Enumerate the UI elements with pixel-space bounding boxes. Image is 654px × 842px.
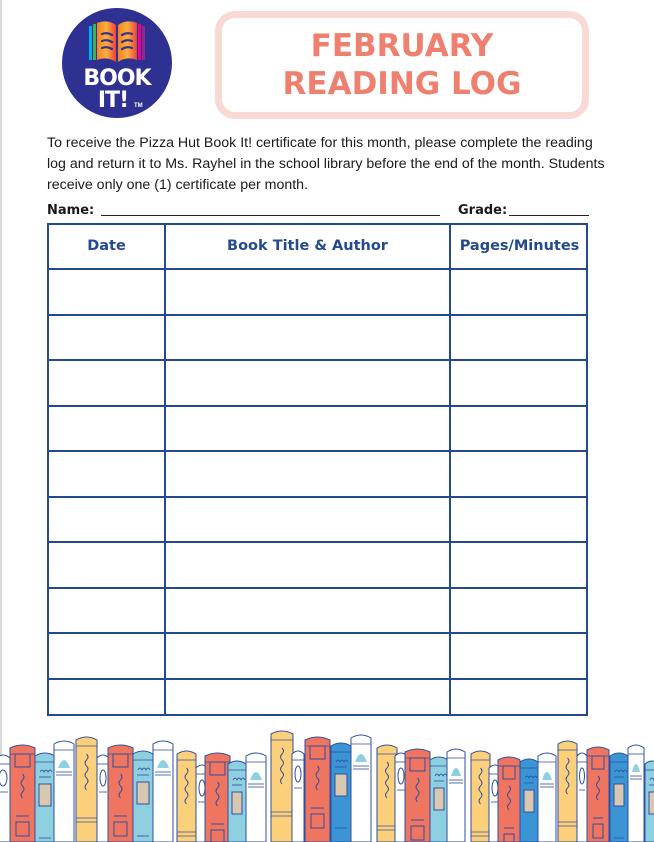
date-cell[interactable]	[49, 498, 164, 541]
pages-minutes-cell[interactable]	[451, 407, 588, 450]
pages-minutes-cell[interactable]	[451, 634, 588, 678]
date-cell[interactable]	[49, 634, 164, 678]
book-spine	[538, 753, 556, 842]
date-cell[interactable]	[49, 316, 164, 359]
trademark-mark: TM	[134, 103, 143, 109]
column-header-pages-minutes: Pages/Minutes	[459, 238, 580, 254]
book-spine	[577, 753, 587, 842]
instructions-text: To receive the Pizza Hut Book It! certificate for this month, please complete the reading log and return it to Ms. Rayhel in the school library before the end of the month. Students receive only one (1) certificate per month.	[47, 135, 605, 193]
page-title-line2: READING LOG	[282, 66, 522, 102]
book-title-cell[interactable]	[166, 361, 449, 405]
table-row	[49, 543, 586, 589]
table-row	[49, 452, 586, 498]
date-cell[interactable]	[49, 407, 164, 450]
date-cell[interactable]	[49, 361, 164, 405]
pages-minutes-cell[interactable]	[451, 543, 588, 587]
book-spine	[97, 755, 109, 842]
table-row	[49, 634, 586, 680]
book-spine	[10, 745, 35, 842]
pages-minutes-cell[interactable]	[451, 316, 588, 359]
book-it-logo	[62, 8, 172, 118]
date-cell[interactable]	[49, 452, 164, 496]
grade-label: Grade:	[458, 203, 508, 218]
book-spine	[0, 755, 10, 842]
column-header-book-title-author: Book Title & Author	[227, 238, 388, 254]
grade-field[interactable]	[509, 215, 589, 216]
bookshelf-illustration	[0, 722, 654, 842]
book-spine	[447, 749, 465, 842]
table-header	[49, 225, 586, 270]
book-spine	[271, 731, 293, 842]
page-edge	[0, 0, 2, 842]
book-spine	[430, 757, 448, 842]
book-title-cell[interactable]	[166, 270, 449, 314]
pages-minutes-cell[interactable]	[451, 361, 588, 405]
book-spine	[108, 745, 133, 842]
book-spine	[292, 751, 304, 842]
book-spine	[331, 743, 351, 842]
pages-minutes-cell[interactable]	[451, 498, 588, 541]
book-title-cell[interactable]	[166, 316, 449, 359]
book-spine	[610, 753, 628, 842]
table-row	[49, 270, 586, 316]
date-cell[interactable]	[49, 589, 164, 632]
pages-minutes-cell[interactable]	[451, 680, 588, 714]
pages-minutes-cell[interactable]	[451, 452, 588, 496]
book-title-cell[interactable]	[166, 498, 449, 541]
logo-word-it: IT!	[97, 88, 129, 113]
book-title-cell[interactable]	[166, 543, 449, 587]
book-spine	[645, 761, 654, 842]
book-spine	[628, 745, 644, 842]
book-title-cell[interactable]	[166, 680, 449, 714]
book-spine	[587, 747, 609, 842]
book-spine	[35, 753, 55, 842]
book-title-cell[interactable]	[166, 452, 449, 496]
book-spine	[305, 737, 330, 842]
book-title-cell[interactable]	[166, 634, 449, 678]
book-title-cell[interactable]	[166, 407, 449, 450]
book-spine	[377, 745, 397, 842]
book-spine	[351, 735, 371, 842]
book-spine	[205, 753, 230, 842]
pages-minutes-cell[interactable]	[451, 270, 588, 314]
table-row	[49, 498, 586, 543]
book-spine	[228, 761, 246, 842]
table-row	[49, 316, 586, 361]
name-label: Name:	[47, 203, 95, 218]
table-row	[49, 361, 586, 407]
book-spine	[558, 741, 577, 842]
table-row	[49, 680, 586, 714]
book-title-cell[interactable]	[166, 589, 449, 632]
book-spine	[133, 751, 153, 842]
logo-word-book: BOOK	[83, 66, 151, 91]
date-cell[interactable]	[49, 680, 164, 714]
book-spine	[54, 741, 74, 842]
date-cell[interactable]	[49, 543, 164, 587]
book-spine	[405, 749, 430, 842]
page-title-box	[215, 11, 589, 119]
book-spine	[76, 737, 97, 842]
book-spine	[246, 753, 266, 842]
book-spine	[471, 751, 490, 842]
book-spine	[177, 751, 196, 842]
book-spine	[498, 757, 520, 842]
column-header-date: Date	[87, 238, 126, 254]
name-field[interactable]	[101, 215, 440, 216]
book-spine	[153, 741, 173, 842]
reading-log-table	[47, 223, 588, 716]
table-row	[49, 589, 586, 634]
table-row	[49, 407, 586, 452]
page-title-line1: FEBRUARY	[310, 28, 494, 64]
pages-minutes-cell[interactable]	[451, 589, 588, 632]
book-spine	[520, 759, 538, 842]
date-cell[interactable]	[49, 270, 164, 314]
